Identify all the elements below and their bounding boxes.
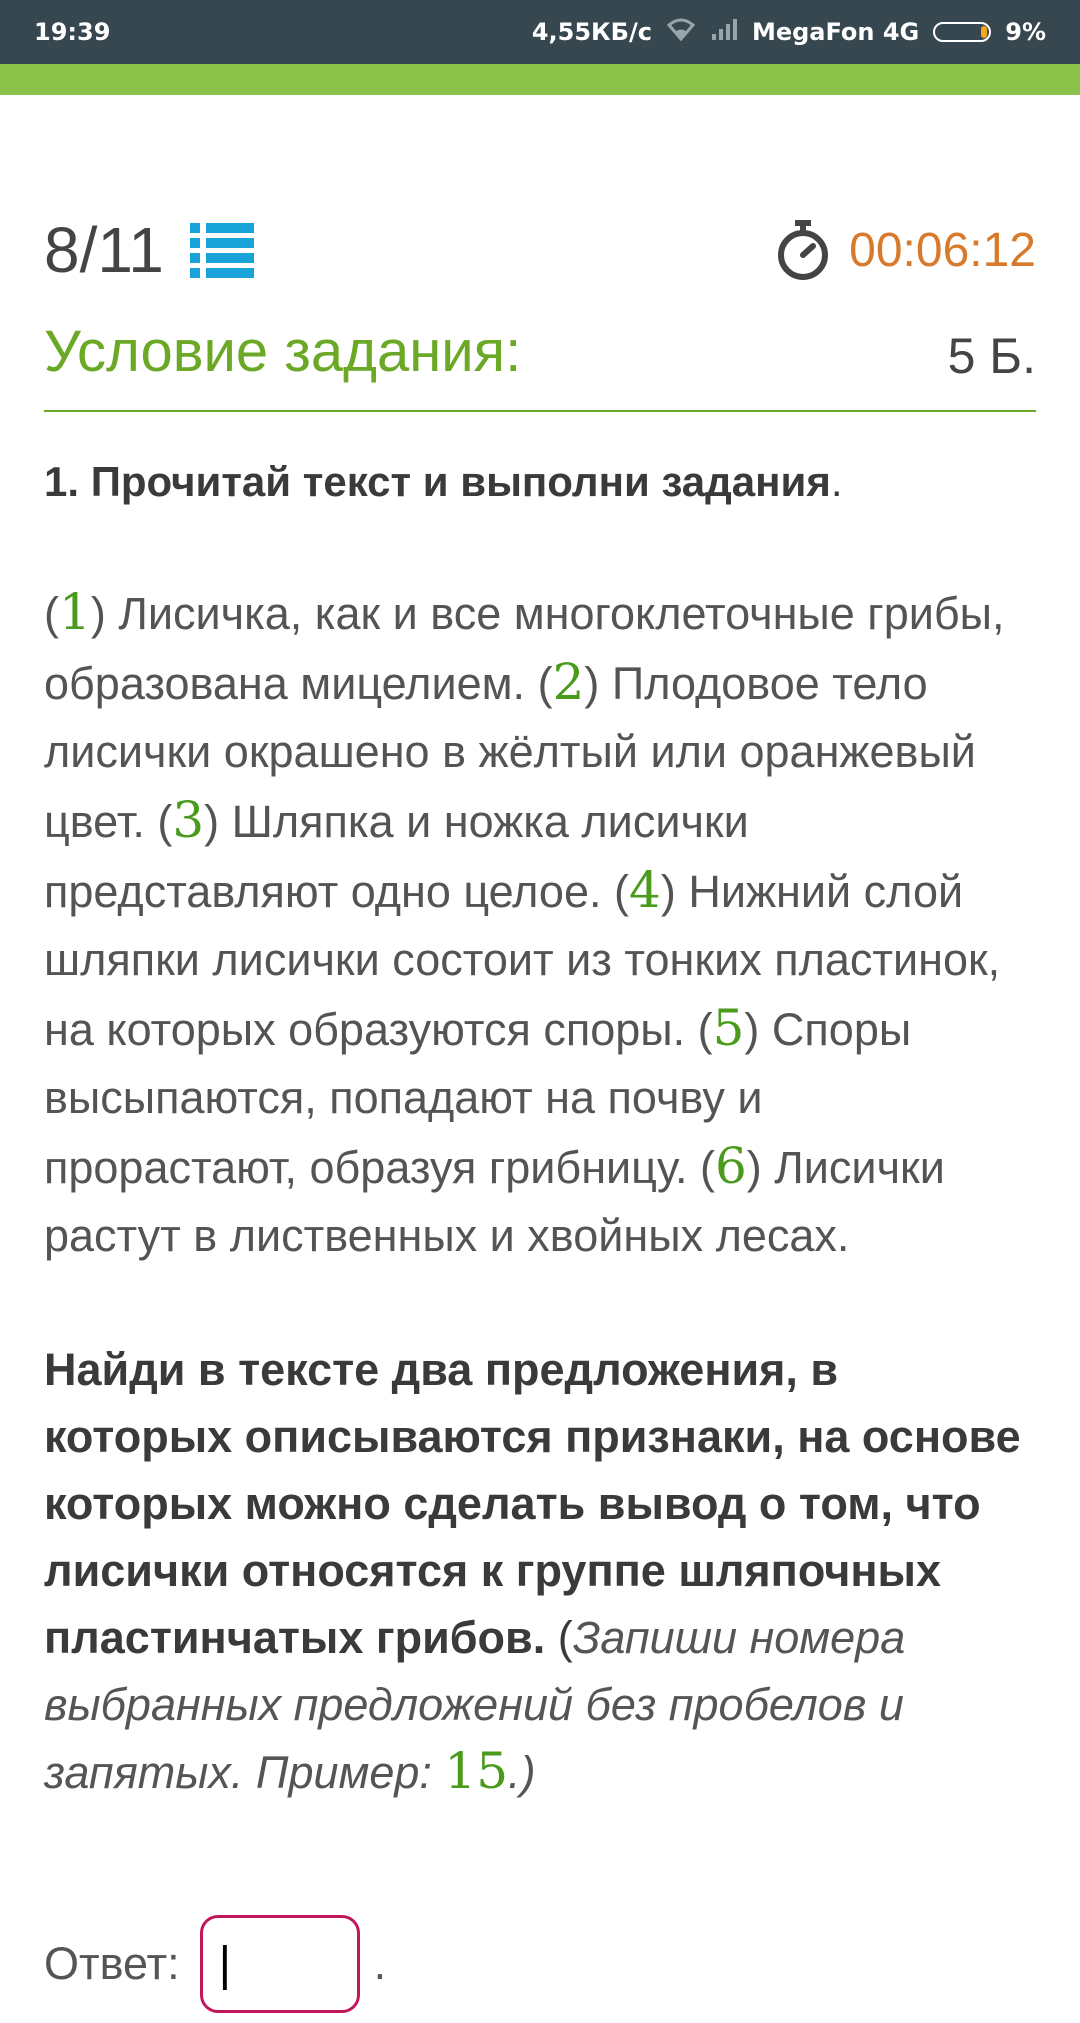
sentence-number: 5: [712, 998, 745, 1057]
list-icon[interactable]: [190, 221, 254, 279]
sentence: (6) Лисички растут в лиственных и хвойных лесах.: [44, 1136, 945, 1261]
header-divider: [44, 410, 1036, 412]
task-title: Условие задания:: [44, 319, 522, 384]
answer-row: [44, 1915, 386, 2013]
sentence-text: Нижний слой шляпки лисички состоит из тонких пластинок, на которых образуются споры.: [44, 865, 1001, 1055]
sentence-text: Плодовое тело лисички окрашено в жёлтый или оранжевый цвет.: [44, 657, 976, 847]
task-points: 5 Б.: [947, 328, 1036, 384]
sentence-number: 4: [629, 860, 661, 919]
question-text: Найди в тексте два предложения, в которых описываются признаки, на основе которых можно сделать вывод о том, что лисички относятся к группе шляпочных пластинчатых грибов.: [44, 1343, 1021, 1663]
sentence-text: Шляпка и ножка лисички представляют одно целое.: [44, 795, 749, 917]
carrier-name: MegaFon 4G: [751, 18, 920, 46]
progress-counter: 8/11: [44, 214, 164, 286]
question-progress: [44, 213, 254, 287]
answer-suffix: .: [373, 1938, 387, 1989]
sentence: (2) Плодовое тело лисички окрашено в жёлтый или оранжевый цвет.: [44, 652, 976, 847]
sentence-text: Лисичка, как и все многоклеточные грибы, образована мицелием.: [44, 587, 1005, 709]
reading-passage: [44, 578, 1024, 1270]
status-bar: [0, 0, 1080, 64]
task-header: [44, 318, 1036, 385]
sentence-text: Лисички растут в лиственных и хвойных лесах.: [44, 1141, 945, 1261]
note-end: .: [508, 1746, 521, 1798]
sentence: (3) Шляпка и ножка лисички представляют одно целое.: [44, 790, 749, 917]
note-text: Запиши номера выбранных предложений без пробелов и запятых. Пример:: [44, 1611, 906, 1798]
sentence-number: 3: [172, 790, 205, 849]
example-number: 15: [444, 1741, 509, 1800]
timer: [775, 220, 1036, 280]
stopwatch-icon: [775, 220, 831, 280]
progress-strip: [0, 64, 1080, 95]
status-time: 19:39: [34, 18, 111, 46]
sentence: (1) Лисичка, как и все многоклеточные грибы, образована мицелием.: [44, 582, 1005, 709]
task-question: Найди в тексте два предложения, в которых описываются признаки, на основе которых можно сделать вывод о том, что лисички относятся к группе шляпочных пластинчатых грибов. (Запиши номера выбранных предложений без пробелов и запятых. Пример: 15.): [44, 1343, 1021, 1800]
instruction-text: 1. Прочитай текст и выполни задания: [44, 458, 831, 505]
status-right: [532, 17, 1046, 47]
sentence-text: Споры высыпаются, попадают на почву и прорастают, образуя грибницу.: [44, 1003, 912, 1193]
answer-label: Ответ:: [44, 1938, 180, 1989]
signal-icon: [710, 18, 738, 46]
sentence-number: 6: [714, 1136, 747, 1195]
battery-percent: 9%: [1005, 18, 1046, 46]
instruction-dot: .: [830, 458, 843, 505]
sentence: (4) Нижний слой шляпки лисички состоит из тонких пластинок, на которых образуются споры.: [44, 860, 1001, 1055]
task-instruction: [44, 455, 1024, 510]
network-speed: 4,55КБ/с: [531, 18, 652, 46]
question-note: Запиши номера выбранных предложений без пробелов и запятых. Пример: 15.): [44, 1611, 906, 1800]
task-content: [44, 455, 1024, 1806]
answer-input[interactable]: [200, 1915, 360, 2013]
timer-value: 00:06:12: [849, 223, 1036, 277]
sentence-number: 1: [59, 582, 91, 641]
top-row: [0, 95, 1080, 295]
battery-icon: [933, 22, 991, 42]
sentence: (5) Споры высыпаются, попадают на почву и прорастают, образуя грибницу.: [44, 998, 912, 1193]
sentence-number: 2: [552, 652, 585, 711]
wifi-icon: [666, 17, 696, 47]
